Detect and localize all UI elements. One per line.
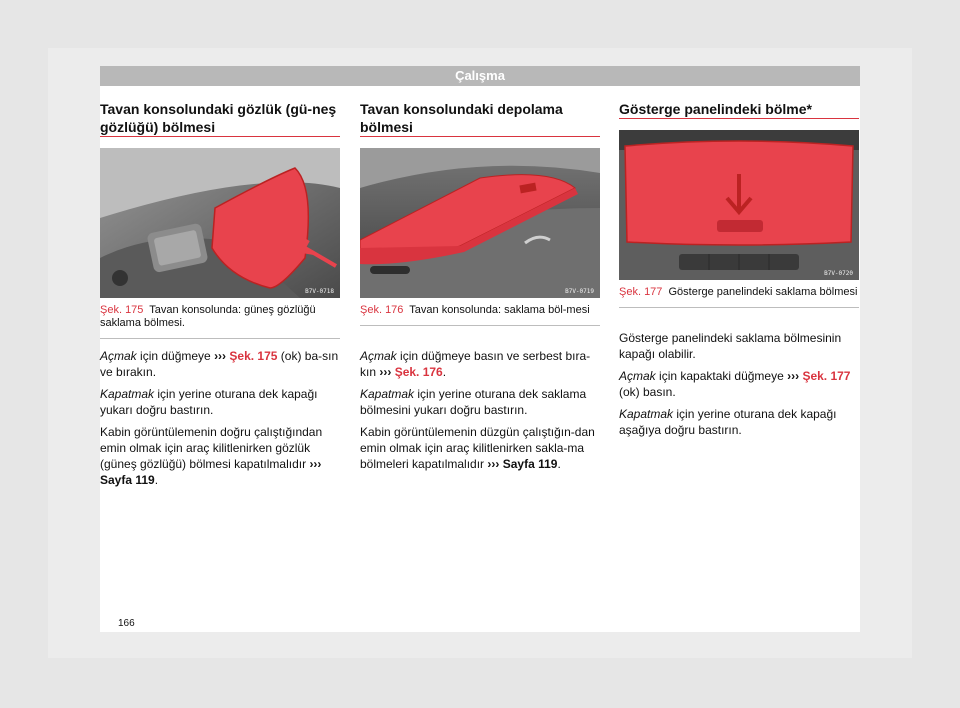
body-text xyxy=(619,330,859,444)
text: Kabin görüntülemenin doğru çalıştığından emin olmak için araç kilitlenirken gözlük (güneş gözlüğü) bölmesi kapatılmalıdır xyxy=(100,425,323,471)
section-header: Çalışma xyxy=(100,66,860,86)
ref-arrows: ››› xyxy=(379,365,392,379)
figure-image xyxy=(619,130,859,280)
figure-caption xyxy=(619,280,859,307)
figure-label: Şek. 176 xyxy=(360,304,404,316)
figure-caption-text: Gösterge panelindeki saklama bölmesi xyxy=(668,286,858,298)
paragraph-close xyxy=(619,406,859,438)
figure-image xyxy=(360,148,600,298)
ref-arrows: ››› xyxy=(487,457,500,471)
column-sunglasses xyxy=(100,100,340,487)
paragraph-open xyxy=(619,368,859,400)
figure-176 xyxy=(360,148,600,326)
figure-label: Şek. 175 xyxy=(100,304,144,316)
text: . xyxy=(154,473,159,487)
paragraph-open xyxy=(100,348,340,380)
text: Kabin görüntülemenin düzgün çalıştığın-dan emin olmak için araç kilitlenirken sakla-ma bölmeleri kapatılmalıdır xyxy=(360,425,595,471)
figure-image xyxy=(100,148,340,298)
figure-caption xyxy=(100,298,340,338)
text: Gösterge panelindeki saklama bölmesinin kapağı olabilir. xyxy=(619,331,842,361)
figure-code: B7V-0718 xyxy=(305,288,334,295)
figure-link[interactable]: Şek. 175 xyxy=(229,349,278,363)
figure-caption-text: Tavan konsolunda: güneş gözlüğü saklama bölmesi. xyxy=(100,304,316,329)
emphasis: Kapatmak xyxy=(360,387,415,401)
figure-caption-text: Tavan konsolunda: saklama böl-mesi xyxy=(409,304,590,316)
emphasis: Kapatmak xyxy=(100,387,155,401)
figure-code: B7V-0720 xyxy=(824,270,853,277)
figure-link[interactable]: Şek. 176 xyxy=(394,365,443,379)
page-number: 166 xyxy=(118,618,135,629)
emphasis: Açmak xyxy=(100,349,137,363)
section-heading: Gösterge panelindeki bölme* xyxy=(619,100,859,119)
text: için düğmeye xyxy=(136,349,215,363)
emphasis: Açmak xyxy=(619,369,656,383)
column-dashboard xyxy=(619,100,859,437)
section-heading: Tavan konsolundaki depolama bölmesi xyxy=(360,100,600,137)
body-text xyxy=(360,348,600,478)
ref-arrows: ››› xyxy=(214,349,227,363)
paragraph-open xyxy=(360,348,600,380)
emphasis: Kapatmak xyxy=(619,407,674,421)
emphasis: Açmak xyxy=(360,349,397,363)
paragraph-close xyxy=(360,386,600,418)
figure-label: Şek. 177 xyxy=(619,286,663,298)
figure-175 xyxy=(100,148,340,339)
paragraph-note xyxy=(100,424,340,488)
column-storage xyxy=(360,100,600,471)
text: (ok) basın. xyxy=(619,385,676,399)
text: için düğmeye basın ve serbest bıra-kın xyxy=(360,349,591,379)
paragraph-intro xyxy=(619,330,859,362)
text: . xyxy=(557,457,561,471)
ref-arrows: ››› xyxy=(309,457,322,471)
figure-code: B7V-0719 xyxy=(565,288,594,295)
figure-caption xyxy=(360,298,600,325)
section-heading: Tavan konsolundaki gözlük (gü-neş gözlüğü) bölmesi xyxy=(100,100,340,137)
text: için yerine oturana dek saklama bölmesini yukarı doğru bastırın. xyxy=(360,387,587,417)
page-reference[interactable]: Sayfa 119 xyxy=(100,473,155,487)
text: . xyxy=(442,365,447,379)
page-reference[interactable]: Sayfa 119 xyxy=(502,457,558,471)
text: (ok) ba-sın ve bırakın. xyxy=(100,349,339,379)
paragraph-note xyxy=(360,424,600,472)
ref-arrows: ››› xyxy=(787,369,800,383)
figure-link[interactable]: Şek. 177 xyxy=(802,369,851,383)
body-text xyxy=(100,348,340,494)
text: için yerine oturana dek kapağı aşağıya doğru bastırın. xyxy=(619,407,837,437)
paragraph-close xyxy=(100,386,340,418)
text: için kapaktaki düğmeye xyxy=(655,369,788,383)
figure-177 xyxy=(619,130,859,308)
text: için yerine oturana dek kapağı yukarı doğru bastırın. xyxy=(100,387,318,417)
